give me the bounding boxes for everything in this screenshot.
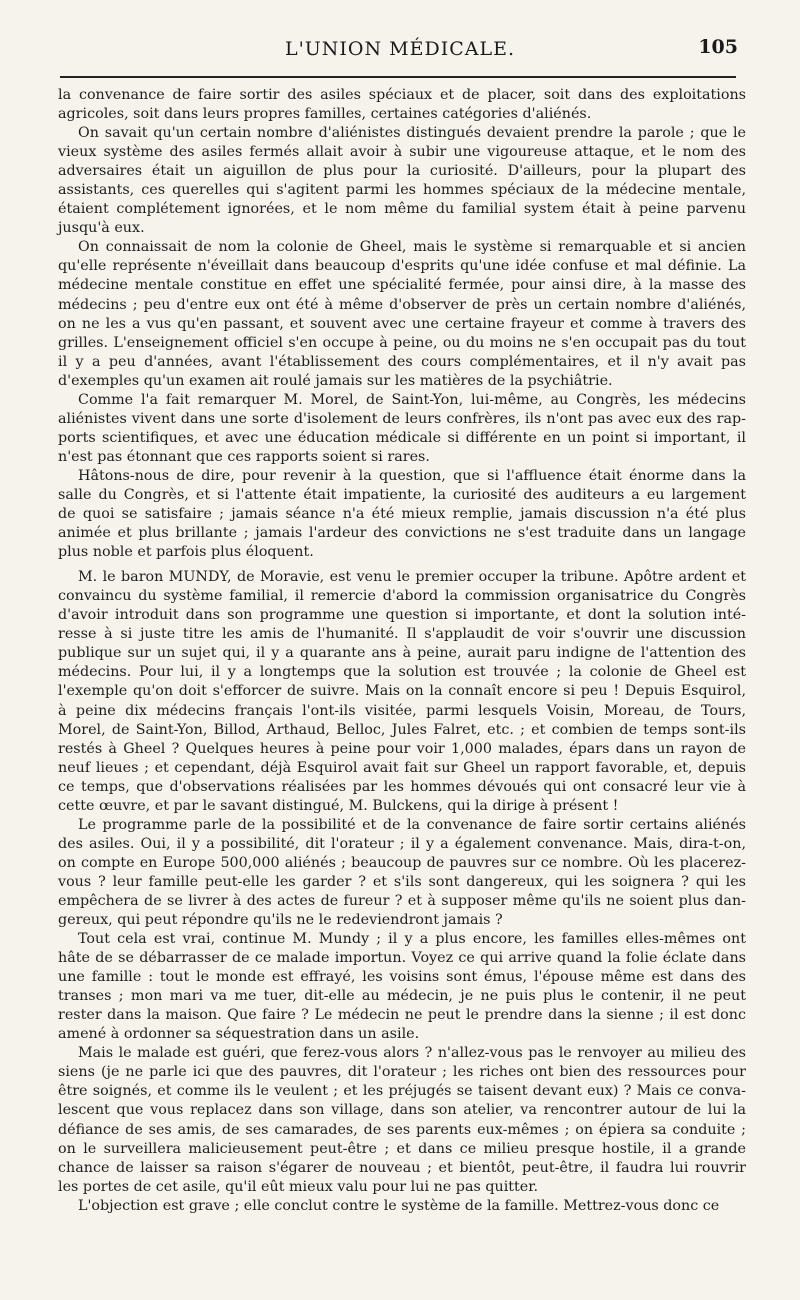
running-title: L'UNION MÉDICALE.: [284, 38, 516, 60]
paragraph: [58, 568, 746, 816]
text-line: médecins ; peu d'entre eux ont été à même d'observer de près un certain nombre d'aliénés,: [58, 296, 746, 313]
text-line: cette œuvre, et par le savant distingué, M. Bulckens, qui la dirige à présent !: [58, 797, 619, 814]
text-line: lescent que vous replacez dans son village, dans son atelier, va rencontrer autour de lui la: [58, 1102, 746, 1119]
text-line: d'exemples qu'un examen ait roulé jamais sur les matières de la psychiâtrie.: [58, 372, 613, 389]
text-line: gereux, qui peut répondre qu'ils ne le redeviendront jamais ?: [58, 912, 503, 929]
paragraph: [58, 391, 746, 467]
text-line: animée et plus brillante ; jamais l'ardeur des convictions ne s'est traduite dans un langage: [58, 525, 746, 542]
text-line: n'est pas étonnant que ces rapports soient si rares.: [58, 448, 430, 465]
text-line: être soignés, et comme ils le veulent ; et les préjugés se taisent devant eux) ? Mais ce conva-: [58, 1083, 746, 1100]
text-line: grilles. L'enseignement officiel s'en occupe à peine, ou du moins ne s'en occupait pas du tout: [58, 334, 746, 351]
text-line: médecine mentale constitue en effet une spécialité fermée, pour ainsi dire, à la masse des: [58, 277, 746, 294]
text-line: aliénistes vivent dans une sorte d'isolement de leurs confrères, ils n'ont pas avec eux des rap-: [58, 410, 746, 427]
text-line: étaient complétement ignorées, et le nom même du familial system était à peine parvenu: [58, 201, 746, 218]
text-line: médecins. Pour lui, il y a longtemps que la solution est trouvée ; la colonie de Gheel est: [58, 664, 746, 681]
text-line: Mais le malade est guéri, que ferez-vous alors ? n'allez-vous pas le renvoyer au milieu des: [78, 1045, 746, 1062]
text-line: il y a peu d'années, avant l'établissement des cours complémentaires, et il n'y avait pas: [58, 353, 746, 370]
text-line: Hâtons-nous de dire, pour revenir à la question, que si l'affluence était énorme dans la: [78, 467, 746, 484]
text-line: une famille : tout le monde est effrayé, les voisins sont émus, l'épouse même est dans des: [58, 969, 746, 986]
paragraph: [58, 86, 746, 124]
text-line: l'exemple qu'on doit s'efforcer de suivre. Mais on la connaît encore si peu ! Depuis Esquirol,: [58, 683, 746, 700]
text-line: la convenance de faire sortir des asiles spéciaux et de placer, soit dans des exploitations: [58, 87, 746, 103]
text-line: Le programme parle de la possibilité et de la convenance de faire sortir certains aliénés: [78, 816, 746, 833]
text-line: chance de laisser sa raison s'égarer de nouveau ; et bientôt, peut-être, il faudra lui rouvrir: [58, 1159, 746, 1176]
text-line: Comme l'a fait remarquer M. Morel, de Saint-Yon, lui-même, au Congrès, les médecins: [78, 391, 746, 408]
text-line: assistants, ces querelles qui s'agitent parmi les hommes spéciaux de la médecine mentale,: [58, 182, 746, 199]
text-line: vieux système des asiles fermés allait avoir à subir une vigoureuse attaque, et le nom des: [58, 144, 746, 161]
text-line: salle du Congrès, et si l'attente était impatiente, la curiosité des auditeurs a eu largement: [58, 486, 746, 503]
text-line: on compte en Europe 500,000 aliénés ; beaucoup de pauvres sur ce nombre. Où les placerez-: [58, 854, 746, 871]
text-line: On savait qu'un certain nombre d'aliénistes distingués devaient prendre la parole ; que le: [78, 125, 746, 142]
text-line: transes ; mon mari va me tuer, dit-elle au médecin, je ne puis plus le contenir, il ne peut: [58, 988, 746, 1005]
text-line: des asiles. Oui, il y a possibilité, dit l'orateur ; il y a également convenance. Mais, dira-t-on,: [58, 835, 746, 852]
text-line: jusqu'à eux.: [58, 220, 145, 237]
paragraph: [58, 816, 746, 930]
text-line: amené à ordonner sa séquestration dans un asile.: [58, 1026, 420, 1043]
page-header: [60, 36, 740, 68]
text-line: ports scientifiques, et avec une éducation médicale si différente en un point si important, il: [58, 429, 746, 446]
text-line: L'objection est grave ; elle conclut contre le système de la famille. Mettrez-vous donc ce: [78, 1197, 720, 1214]
text-line: d'avoir introduit dans son programme une question si importante, et dont la solution inté-: [58, 607, 746, 624]
text-line: publique sur un sujet qui, il y a quarante ans à peine, aurait paru indigne de l'attention des: [58, 645, 746, 662]
text-line: les portes de cet asile, qu'il eût mieux valu pour lui ne pas quitter.: [58, 1178, 539, 1195]
paragraph: [58, 1044, 746, 1196]
text-line: agricoles, soit dans leurs propres familles, certaines catégories d'aliénés.: [58, 106, 592, 123]
paragraph: [58, 930, 746, 1044]
paragraph: [58, 124, 746, 238]
text-line: Tout cela est vrai, continue M. Mundy ; il y a plus encore, les familles elles-mêmes ont: [78, 931, 746, 948]
header-rule: [60, 76, 736, 78]
page-number: 105: [698, 36, 738, 58]
text-line: vous ? leur famille peut-elle les garder ? et s'ils sont dangereux, qui les soignera ? qui les: [58, 873, 746, 890]
paragraph: [58, 467, 746, 562]
text-line: défiance de ses amis, de ses camarades, de ses parents eux-mêmes ; on épiera sa conduite ;: [58, 1121, 746, 1138]
text-line: restés à Gheel ? Quelques heures à peine pour voir 1,000 malades, épars dans un rayon de: [58, 740, 746, 757]
text-line: neuf lieues ; et cependant, déjà Esquirol avait fait sur Gheel un rapport favorable, et, depuis: [58, 759, 746, 776]
text-line: On connaissait de nom la colonie de Gheel, mais le système si remarquable et si ancien: [78, 239, 746, 256]
text-line: à peine dix médecins français l'ont-ils visitée, parmi lesquels Voisin, Moreau, de Tours,: [58, 702, 746, 719]
text-line: rester dans la maison. Que faire ? Le médecin ne peut le prendre dans la sienne ; il est donc: [58, 1007, 746, 1024]
text-line: Morel, de Saint-Yon, Billod, Arthaud, Belloc, Jules Falret, etc. ; et combien de temps sont-ils: [58, 721, 746, 738]
text-line: on le surveillera malicieusement peut-être ; et dans ce milieu presque hostile, il a grande: [58, 1140, 746, 1157]
paragraph: [58, 1197, 746, 1216]
text-line: plus noble et parfois plus éloquent.: [58, 544, 314, 561]
text-line: qu'elle représente n'éveillait dans beaucoup d'esprits qu'une idée confuse et mal définie. La: [58, 258, 746, 275]
body-text: [58, 86, 746, 1216]
text-line: convaincu du système familial, il remercie d'abord la commission organisatrice du Congrès: [58, 588, 746, 605]
text-line: M. le baron MUNDY, de Moravie, est venu le premier occuper la tribune. Apôtre ardent et: [78, 569, 746, 586]
text-line: hâte de se débarrasser de ce malade importun. Voyez ce qui arrive quand la folie éclate dans: [58, 950, 746, 967]
text-line: siens (je ne parle ici que des pauvres, dit l'orateur ; les riches ont bien des ressources pour: [58, 1064, 746, 1081]
text-line: ce temps, que d'observations réalisées par les hommes dévoués qui ont consacré leur vie à: [58, 778, 746, 795]
text-line: on ne les a vus qu'en passant, et souvent avec une certaine frayeur et comme à travers des: [58, 315, 746, 332]
text-line: adversaires était un aiguillon de plus pour la curiosité. D'ailleurs, pour la plupart des: [58, 163, 746, 180]
text-line: resse à si juste titre les amis de l'humanité. Il s'applaudit de voir s'ouvrir une discussion: [58, 626, 746, 643]
text-line: empêchera de se livrer à des actes de fureur ? et à supposer même qu'ils ne soient plus dan-: [58, 892, 746, 909]
text-line: de quoi se satisfaire ; jamais séance n'a été mieux remplie, jamais discussion n'a été plus: [58, 506, 746, 523]
paragraph: [58, 238, 746, 390]
